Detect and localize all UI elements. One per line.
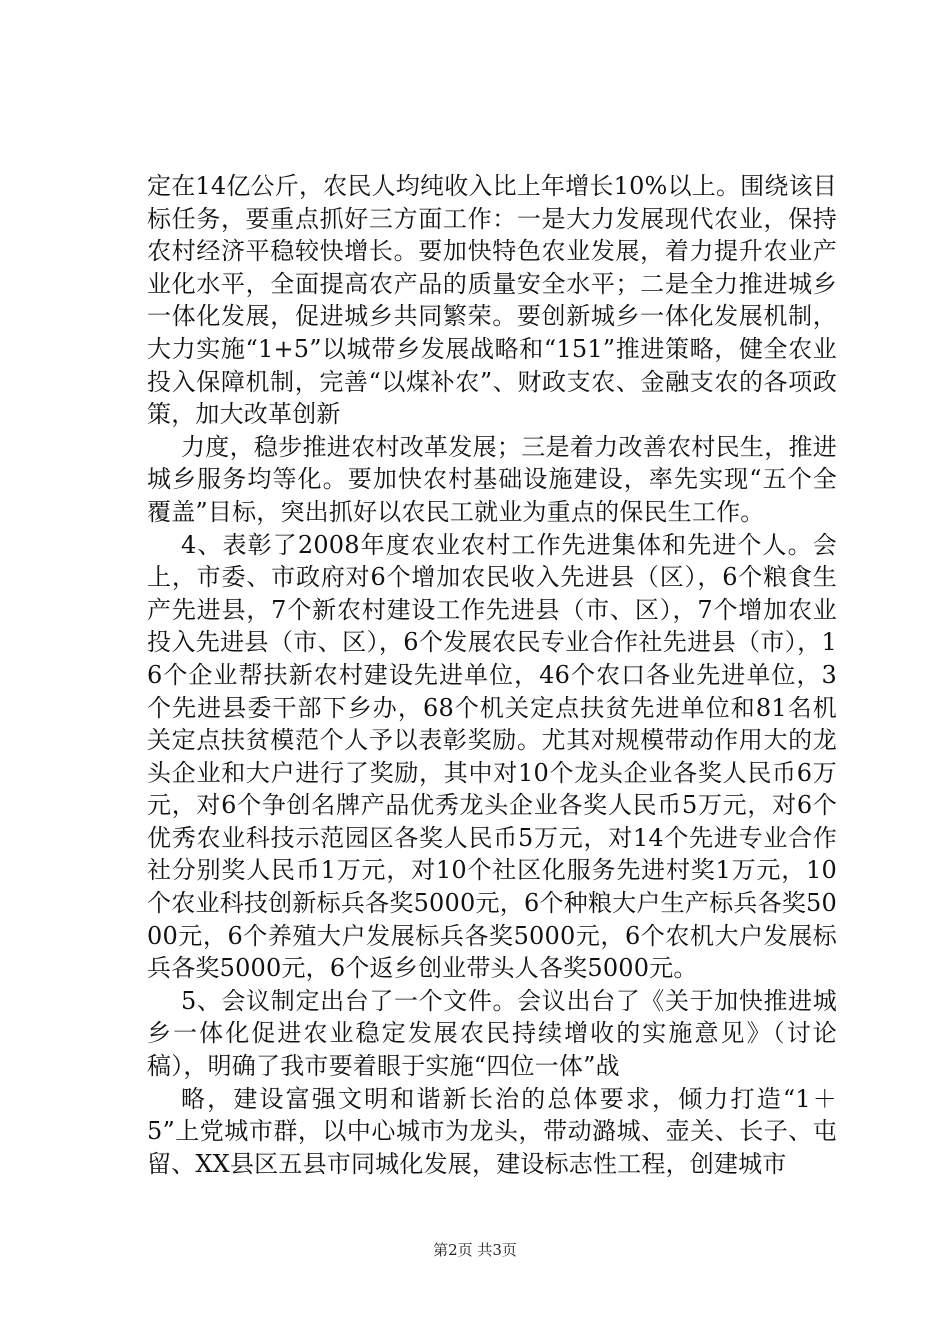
paragraph-item-5: 5、会议制定出台了一个文件。会议出台了《关于加快推进城乡一体化促进农业稳定发展农民持续增收的实施意见》（讨论稿），明确了我市要着眼于实施“四位一体”战: [147, 986, 837, 1081]
paragraph-continuation-2: 力度，稳步推进农村改革发展；三是着力改善农村民生，推进城乡服务均等化。要加快农村基础设施建设，率先实现“五个全覆盖”目标，突出抓好以农民工就业为重点的保民生工作。: [147, 432, 837, 526]
page-footer: 第2页 共3页: [433, 1241, 517, 1259]
paragraph-item-4: 4、表彰了2008年度农业农村工作先进集体和先进个人。会上，市委、市政府对6个增加农民收入先进县（区），6个粮食生产先进县，7个新农村建设工作先进县（市、区），7个增加农业投入先进县（市、区），6个发展农民专业合作社先进县（市），16个企业帮扶新农村建设先进单位，46个农口各业先进单位，3个先进县委干部下乡办，68个机关定点扶贫先进单位和81名机关定点扶贫模范个人予以表彰奖励。尤其对规模带动作用大的龙头企业和大户进行了奖励，其中对10个龙头企业各奖人民币6万元，对6个争创名牌产品优秀龙头企业各奖人民币5万元，对6个优秀农业科技示范园区各奖人民币5万元，对14个先进专业合作社分别奖人民币1万元，对10个社区化服务先进村奖1万元，10个农业科技创新标兵各奖5000元，6个种粮大户生产标兵各奖5000元，6个养殖大户发展标兵各奖5000元，6个农机大户发展标兵各奖5000元，6个返乡创业带头人各奖5000元。: [147, 530, 837, 983]
paragraph-continuation: 定在14亿公斤，农民人均纯收入比上年增长10%以上。围绕该目标任务，要重点抓好三方面工作：一是大力发展现代农业，保持农村经济平稳较快增长。要加快特色农业发展，着力提升农业产业化水平，全面提高农产品的质量安全水平；二是全力推进城乡一体化发展，促进城乡共同繁荣。要创新城乡一体化发展机制，大力实施“1+5”以城带乡发展战略和“151”推进策略，健全农业投入保障机制，完善“以煤补农”、财政支农、金融支农的各项政策，加大改革创新: [147, 172, 837, 429]
paragraph-item-5-continuation: 略，建设富强文明和谐新长治的总体要求，倾力打造“1＋5”上党城市群，以中心城市为龙头，带动潞城、壶关、长子、屯留、XX县区五县市同城化发展，建设标志性工程，创建城市: [147, 1084, 837, 1178]
document-body: [147, 170, 837, 1180]
